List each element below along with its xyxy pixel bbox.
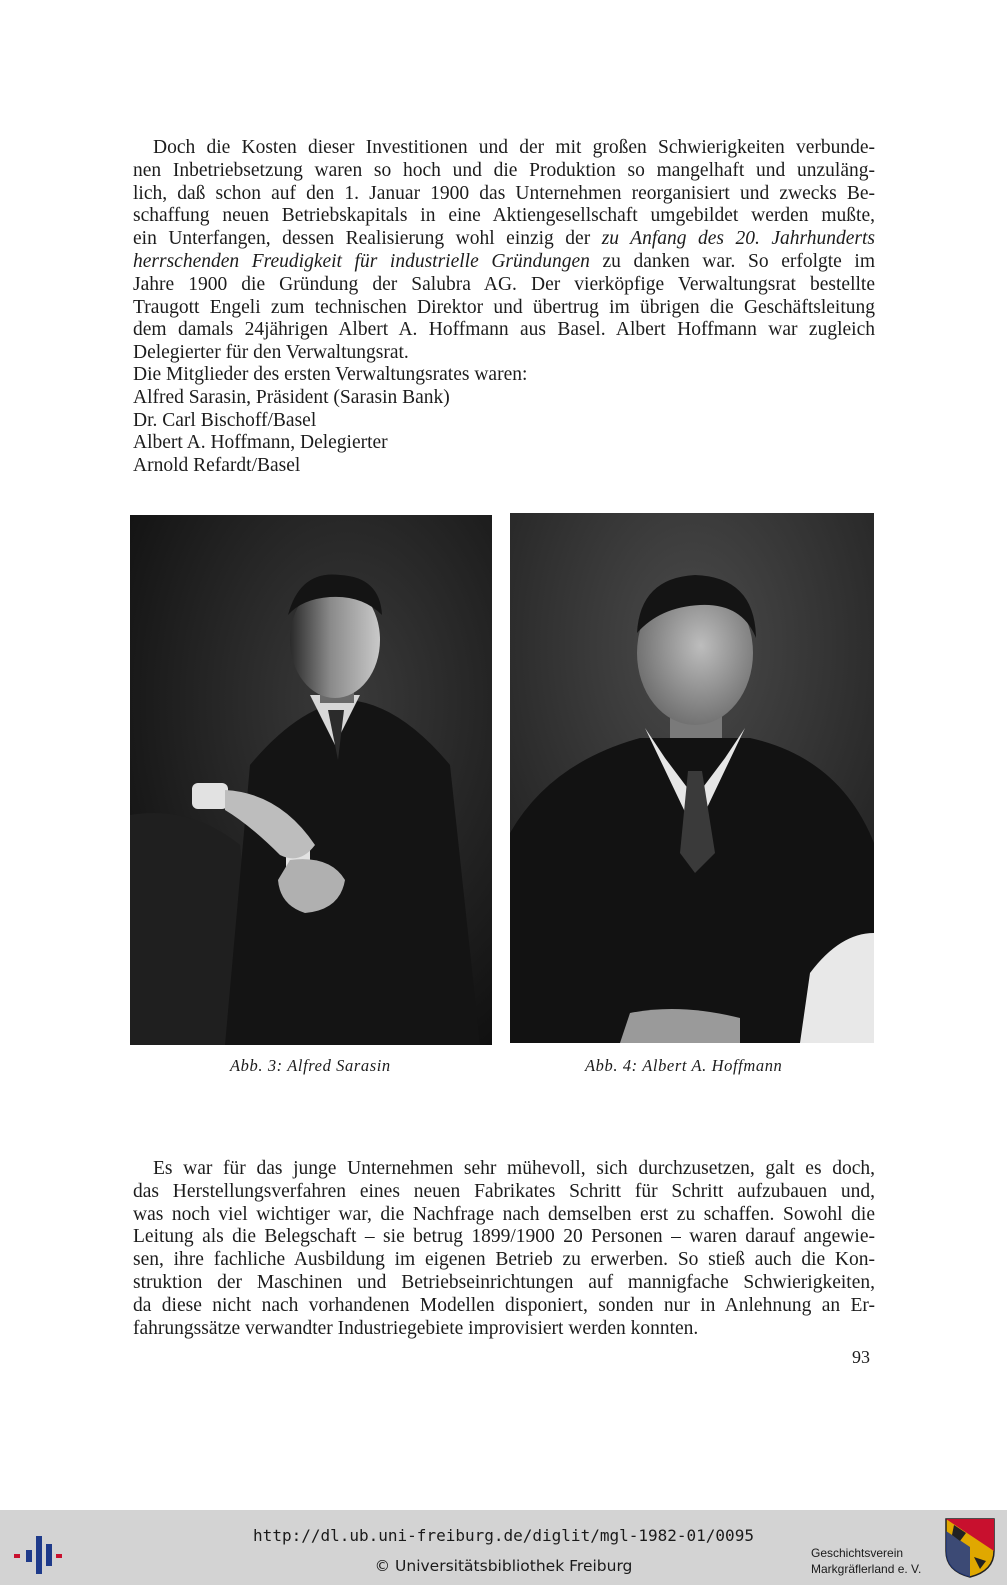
text-line: schaffung neuen Betriebskapitals in eine Aktiengesellschaft umgebildet werden mußte, xyxy=(133,205,875,227)
document-url-link[interactable]: http://dl.ub.uni-freiburg.de/diglit/mgl-1982-01/0095 xyxy=(253,1526,754,1545)
coat-of-arms-icon xyxy=(944,1517,996,1579)
paragraph-2 xyxy=(133,1158,875,1340)
text-line: das Herstellungsverfahren eines neuen Fabrikates Schritt für Schritt aufzubauen und, xyxy=(133,1180,875,1202)
text-segment: ein Unterfangen, dessen Realisierung wohl einzig der xyxy=(133,228,602,250)
page-number: 93 xyxy=(852,1347,870,1367)
text-line xyxy=(133,228,875,251)
org-line: Markgräflerland e. V. xyxy=(811,1562,922,1576)
text-line: da diese nicht nach vorhandenen Modellen disponiert, sonden nur in Anlehnung an Er- xyxy=(133,1294,875,1316)
list-item: Alfred Sarasin, Präsident (Sarasin Bank) xyxy=(133,386,450,408)
text-line: fahrungssätze verwandter Industriegebiete improvisiert werden konnten. xyxy=(133,1317,699,1339)
list-item: Dr. Carl Bischoff/Basel xyxy=(133,409,317,431)
text-line: struktion der Maschinen und Betriebseinrichtungen auf mannigfache Schwierigkeiten, xyxy=(133,1271,875,1293)
text-line: Es war für das junge Unternehmen sehr mühevoll, sich durchzusetzen, galt es doch, xyxy=(153,1158,875,1179)
figure-caption: Abb. 3: Alfred Sarasin xyxy=(230,1056,391,1075)
text-line: was noch viel wichtiger war, die Nachfrage nach demselben erst zu schaffen. Sowohl die xyxy=(133,1203,875,1225)
text-line xyxy=(133,251,875,274)
text-segment: zu danken war. So erfolgte im xyxy=(589,250,875,272)
list-intro: Die Mitglieder des ersten Verwaltungsrates waren: xyxy=(133,364,528,385)
board-members-list xyxy=(133,364,527,478)
text-line: Jahre 1900 die Gründung der Salubra AG. Der vierköpfige Verwaltungsrat bestellte xyxy=(133,273,875,295)
text-line: Delegierter für den Verwaltungsrat. xyxy=(133,342,409,364)
text-line: Doch die Kosten dieser Investitionen und der mit großen Schwierigkeiten verbunde- xyxy=(153,137,875,158)
italic-segment: zu Anfang des 20. Jahrhunderts xyxy=(601,228,876,250)
text-line: dem damals 24jährigen Albert A. Hoffmann aus Basel. Albert Hoffmann war zugleich xyxy=(133,319,875,341)
list-item: Albert A. Hoffmann, Delegierter xyxy=(133,432,388,454)
portrait-photo-albert-hoffmann xyxy=(510,513,874,1043)
paragraph-1 xyxy=(133,137,875,365)
organization-name xyxy=(811,1545,936,1577)
portrait-photo-alfred-sarasin xyxy=(130,515,492,1045)
italic-segment: herrschenden Freudigkeit für industrielle Gründungen xyxy=(133,250,590,272)
figure-caption: Abb. 4: Albert A. Hoffmann xyxy=(585,1056,783,1075)
list-item: Arnold Refardt/Basel xyxy=(133,455,301,477)
copyright-text: © Universitätsbibliothek Freiburg xyxy=(374,1557,633,1575)
org-line: Geschichtsverein xyxy=(811,1546,904,1560)
text-line: Leitung als die Belegschaft – sie betrug 1899/1900 20 Personen – waren darauf angewie- xyxy=(133,1226,875,1248)
text-line: Traugott Engeli zum technischen Direktor und übertrug im übrigen die Geschäftsleitung xyxy=(133,296,875,318)
text-line: nen Inbetriebsetzung waren so hoch und die Produktion so mangelhaft und unzuläng- xyxy=(133,159,875,181)
text-line: sen, ihre fachliche Ausbildung im eigenen Betrieb zu erwerben. So stieß auch die Kon- xyxy=(133,1249,875,1271)
text-line: lich, daß schon auf den 1. Januar 1900 das Unternehmen reorganisiert und zwecks Be- xyxy=(133,182,875,204)
viewer-footer xyxy=(0,1510,1007,1585)
